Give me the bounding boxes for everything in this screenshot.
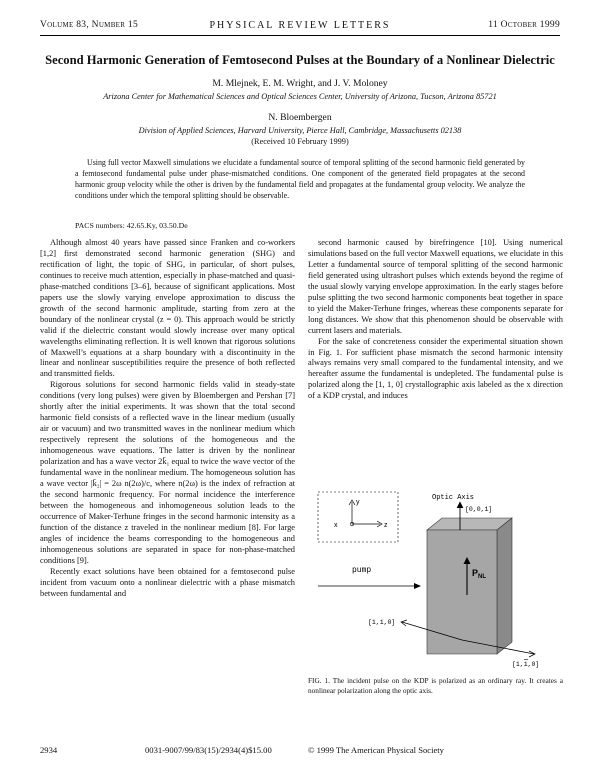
pnl-label: $P_{NL}$ bbox=[472, 568, 487, 580]
paragraph: Recently exact solutions have been obtained for a femtosecond pulse incident from vacuum onto a nonlinear dielectric with a phase mismatch between fundamental and bbox=[40, 566, 295, 598]
axis-001-label: [0,0,1] bbox=[465, 506, 493, 513]
paragraph: For the sake of concreteness consider the experimental situation shown in Fig. 1. For sufficient phase mismatch the second harmonic intensity always remains very small compared to the fundamental intensity, and we hereafter assume the fundamental is undepleted. The fundamental pulse is polarized along the [1, 1, 0] crystallographic axis labeled as the x direction of a KDP crystal, and induces bbox=[308, 336, 563, 401]
issue-date: 11 October 1999 bbox=[488, 20, 560, 30]
figure-1 bbox=[312, 490, 562, 670]
axis-1bar10-label: [1,1,0] bbox=[512, 661, 540, 668]
volume-label: Volume 83, Number 15 bbox=[40, 20, 139, 30]
header-rule bbox=[40, 35, 560, 36]
article-code: 0031-9007/99/83(15)/2934(4)$15.00 bbox=[145, 745, 272, 755]
paragraph: Rigorous solutions for second harmonic fields valid in steady-state conditions (very long pulses) were given by Bloembergen and Pershan [7] shortly after the initial experiments. It was shown that the total second harmonic field consists of a reflected wave in the linear medium (usually air or vacuum) and two transmitted waves in the nonlinear medium which respectively represent the solutions of the homogeneous and the inhomogeneous wave equations. The latter is driven by the nonlinear polarization and has a wave vector 2k̄₁ equal to twice the wave vector of the fundamental wave in the nonlinear medium. The homogeneous solution has a wave vector |k̄₂| = 2ω n(2ω)/c, where n(2ω) is the index of refraction at the second harmonic frequency. For normal incidence the interference between the homogeneous and inhomogeneous solution leads to the occurrence of Maker-Terhune fringes in the second harmonic intensity as a function of the distance z traveled in the nonlinear medium [8]. For large angles of incidence the beams corresponding to the homogeneous and inhomogeneous solutions are separated in space for non-phase-matched conditions [9]. bbox=[40, 380, 295, 565]
figure-caption: FIG. 1. The incident pulse on the KDP is polarized as an ordinary ray. It creates a nonlinear polarization along the optic axis. bbox=[308, 676, 563, 695]
optic-axis-label: Optic Axis bbox=[432, 494, 475, 502]
left-column bbox=[40, 238, 295, 599]
pump-arrowhead bbox=[414, 583, 421, 589]
crystal-side-face bbox=[497, 518, 512, 654]
frame-y-label: y bbox=[356, 499, 360, 506]
copyright: © 1999 The American Physical Society bbox=[308, 745, 444, 755]
pacs-numbers: PACS numbers: 42.65.Ky, 03.50.De bbox=[75, 221, 188, 230]
received-date: (Received 10 February 1999) bbox=[251, 137, 349, 146]
frame-z-label: z bbox=[384, 522, 388, 529]
paper-title: Second Harmonic Generation of Femtosecond Pulses at the Boundary of a Nonlinear Dielectric bbox=[45, 53, 555, 67]
paragraph: Although almost 40 years have passed since Franken and co-workers [1,2] first demonstrated second harmonic generation (SHG) and rectification of light, the topic of SHG, in particular, of short pulses, continues to receive much attention, especially in phase-matched and quasi-phase-matched conditions [3–6], because of significant applications. Most papers use the slowly varying envelope approximation to discuss the growth of the second harmonic amplitude, starting from zero at the boundary of the nonlinear crystal (z = 0). This approach would be strictly valid if the dielectric constant would slowly increase over many optical wavelengths eliminating reflection. It is well known that rigorous solutions of Maxwell’s equations at a sharp boundary with a discontinuity in the linear and nonlinear susceptibilities require the presence of both reflected and transmitted fields. bbox=[40, 238, 295, 379]
authors-secondary: N. Bloembergen bbox=[268, 112, 332, 123]
figure-diagram bbox=[312, 490, 562, 670]
paragraph: second harmonic caused by birefringence [10]. Using numerical simulations based on the full vector Maxwell equations, we elucidate in this Letter a fundamental source of temporal splitting of the second harmonic field generated using ultrashort pulses which extends beyond the regime of the usual slowly varying envelope approximation. In the early stages before pulse splitting the two second harmonic components beat together in space to yield the Maker-Terhune fringes, whereas these components separate for long distances. We show that this phenomenon should be observable with current lasers and materials. bbox=[308, 238, 563, 335]
authors-primary: M. Mlejnek, E. M. Wright, and J. V. Moloney bbox=[212, 78, 388, 89]
journal-name: PHYSICAL REVIEW LETTERS bbox=[209, 20, 391, 31]
frame-x-label: x bbox=[334, 522, 338, 529]
abstract: Using full vector Maxwell simulations we elucidate a fundamental source of temporal splitting of the second harmonic field generated by a femtosecond fundamental pulse under phase-mismatched conditions. One component of the generated field propagates at the second harmonic group velocity while the other is driven by the fundamental field and propagates at the fundamental group velocity. We analyze the conditions under which the temporal splitting should be observable. bbox=[75, 158, 525, 200]
crystal-front-face bbox=[427, 530, 497, 654]
running-header bbox=[40, 20, 560, 36]
affiliation-secondary: Division of Applied Sciences, Harvard University, Pierce Hall, Cambridge, Massachusetts 02138 bbox=[138, 126, 462, 135]
right-column bbox=[308, 238, 563, 402]
affiliation-primary: Arizona Center for Mathematical Sciences and Optical Sciences Center, University of Arizona, Tucson, Arizona 85721 bbox=[103, 92, 497, 101]
axis-110-label: [1,1,0] bbox=[368, 619, 396, 626]
optic-axis-arrowhead bbox=[457, 502, 463, 508]
pump-label: pump bbox=[352, 566, 372, 575]
page-number: 2934 bbox=[40, 745, 58, 755]
